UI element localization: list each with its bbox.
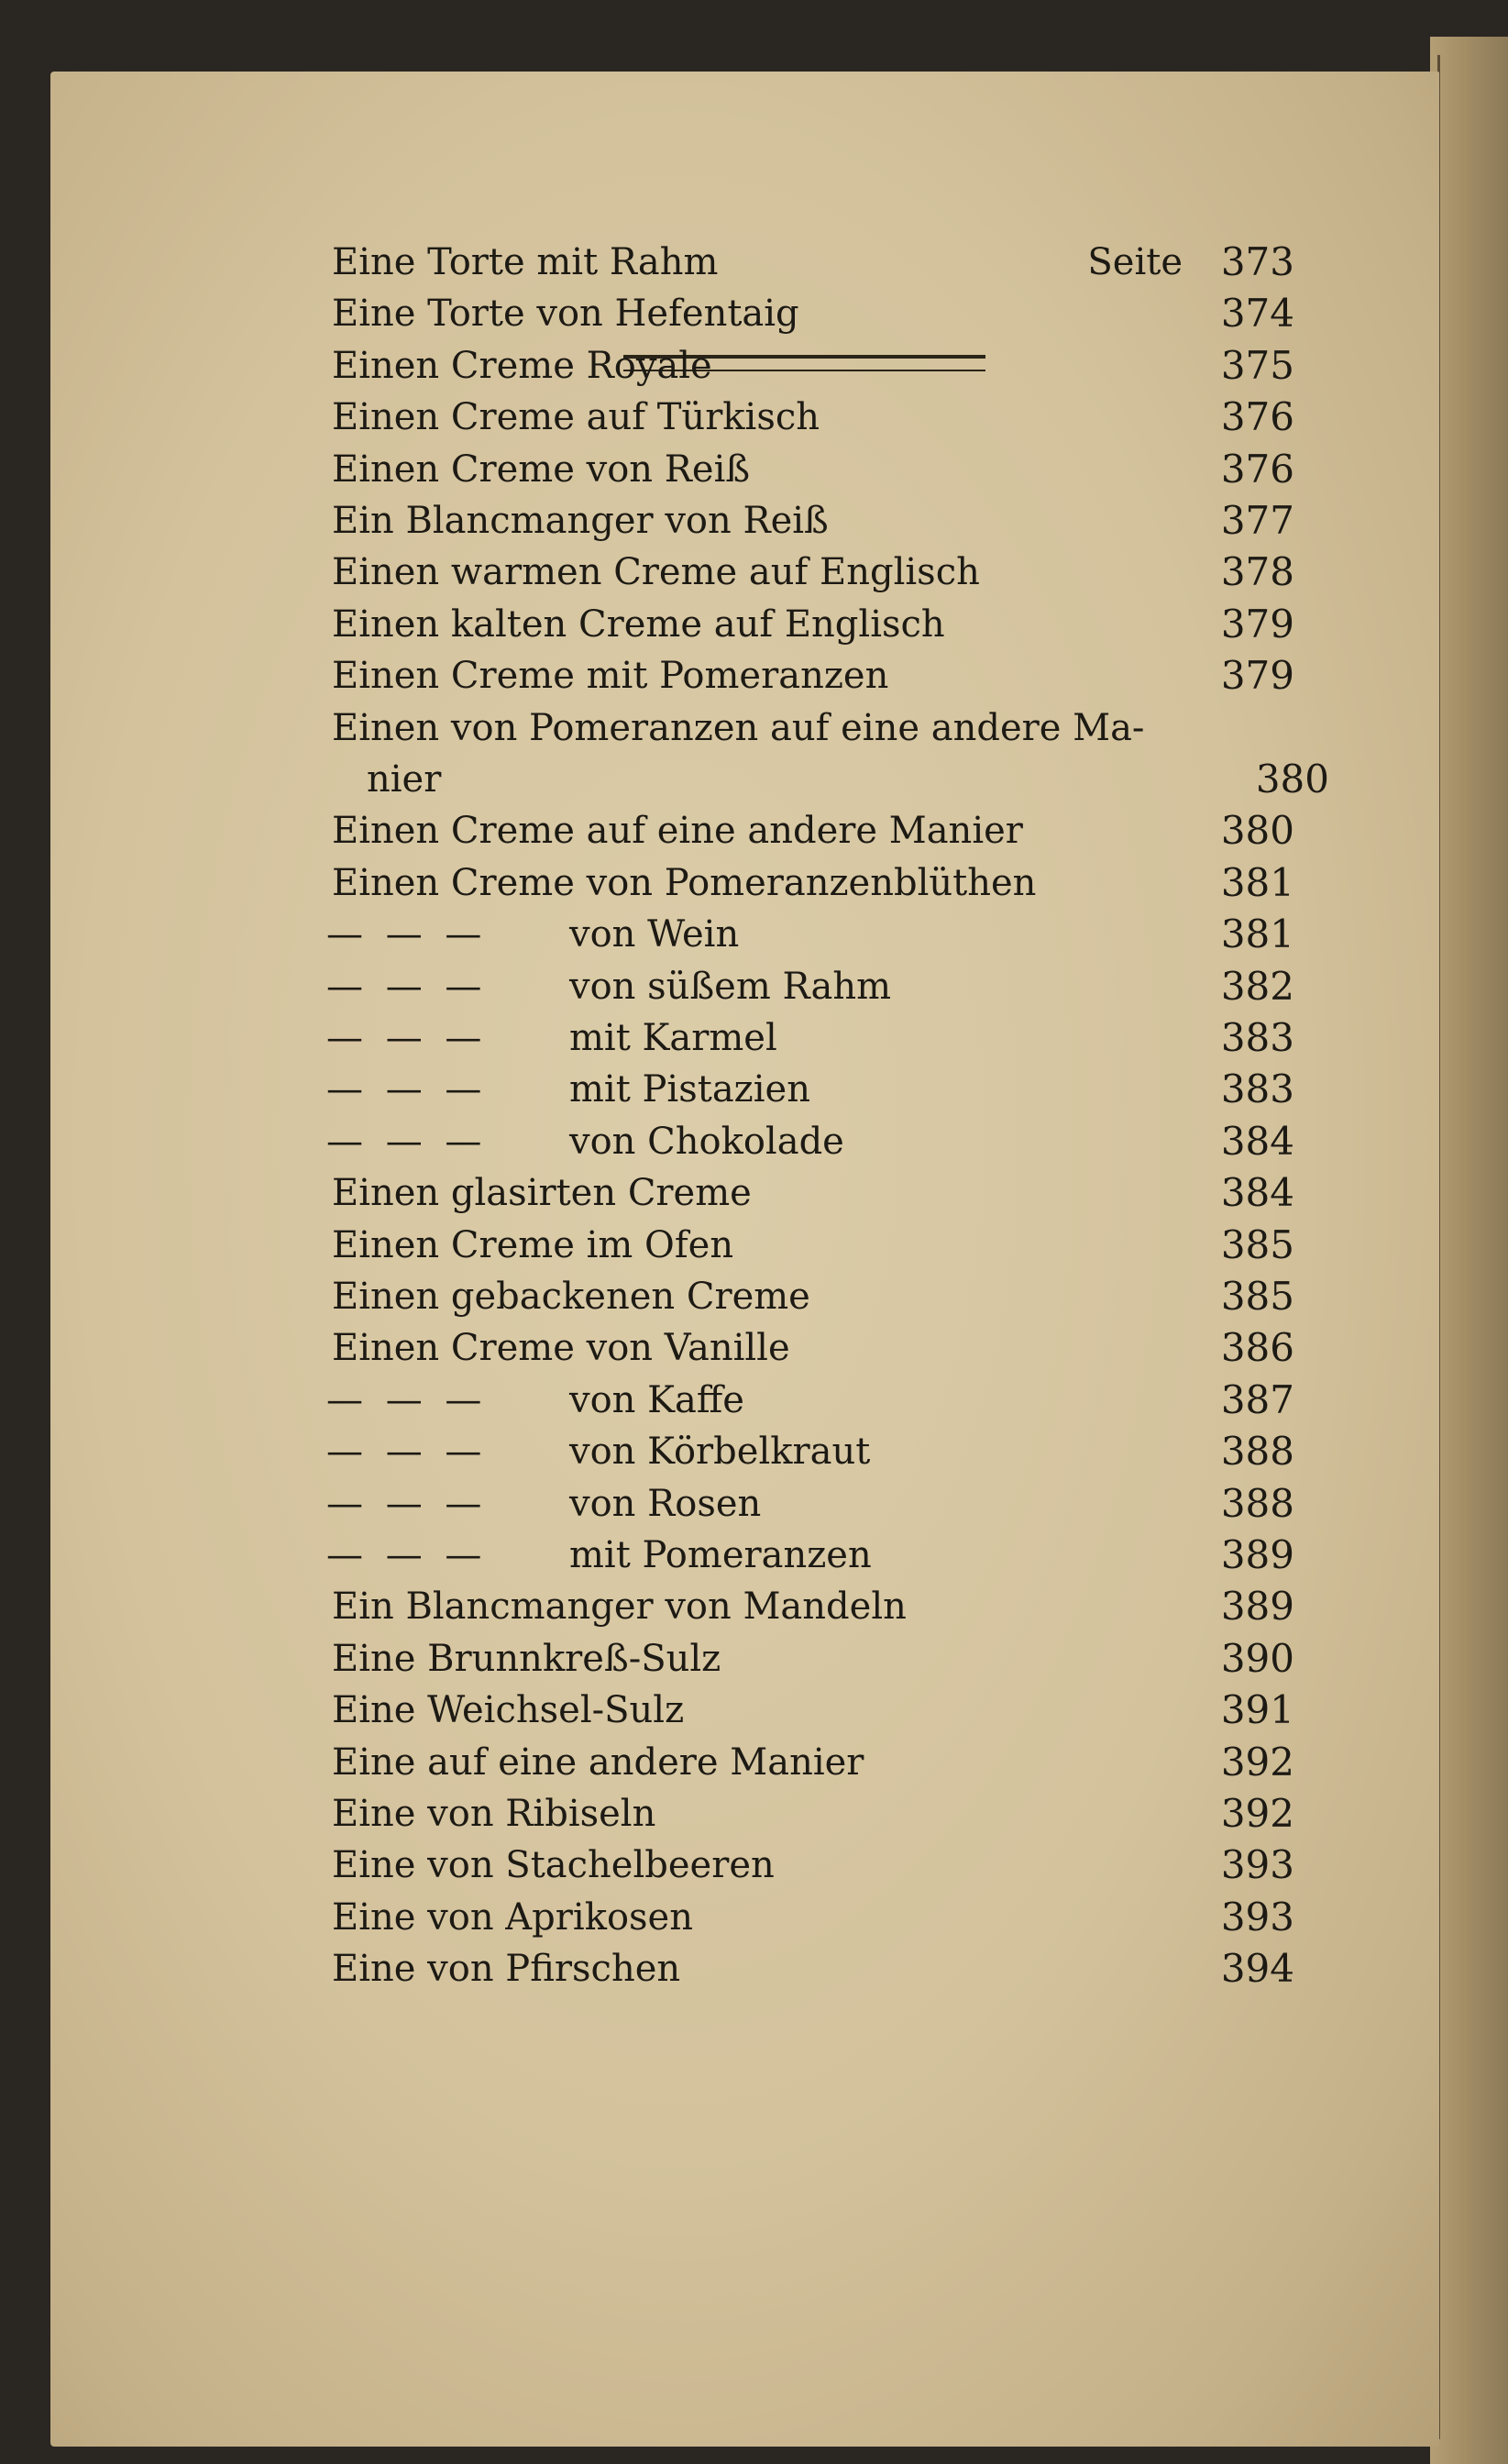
- page-number: 383: [1220, 1066, 1294, 1111]
- page-number: 387: [1220, 1377, 1294, 1422]
- page-number: 392: [1220, 1740, 1294, 1784]
- toc-entry: [332, 288, 1294, 339]
- entry-title: von Chokolade: [569, 1121, 844, 1163]
- ditto-marks: — — —: [326, 1534, 488, 1576]
- toc-entry: [332, 702, 1294, 754]
- toc-entry: [326, 1530, 1294, 1581]
- entry-title: mit Pomeranzen: [569, 1534, 872, 1576]
- ditto-marks: — — —: [326, 1068, 488, 1110]
- toc-entry: [332, 1271, 1294, 1322]
- entry-title: Eine Weichsel-Sulz: [332, 1689, 685, 1731]
- entry-title: Eine Brunnkreß-Sulz: [332, 1638, 721, 1680]
- page-number: 383: [1220, 1015, 1294, 1060]
- toc-entry: [332, 1322, 1294, 1374]
- toc-entry: [332, 444, 1294, 495]
- page-number: 380: [1255, 757, 1329, 801]
- toc-entry: [332, 340, 1294, 392]
- ditto-marks: — — —: [326, 913, 488, 956]
- page-number: 382: [1220, 964, 1294, 1009]
- toc-entry: [332, 1737, 1294, 1788]
- seite-label: Seite: [1087, 241, 1183, 283]
- entry-title: mit Pistazien: [569, 1068, 810, 1110]
- entry-title: Einen glasirten Creme: [332, 1172, 752, 1214]
- entry-title: von Kaffe: [569, 1379, 744, 1421]
- entry-title: Ein Blancmanger von Reiß: [332, 500, 829, 542]
- page-number: 376: [1220, 394, 1294, 439]
- page-number: 384: [1220, 1119, 1294, 1164]
- entry-title: Einen Creme von Reiß: [332, 448, 751, 491]
- page-number: 392: [1220, 1791, 1294, 1836]
- entry-title: Einen warmen Creme auf Englisch: [332, 551, 980, 593]
- entry-title: Eine von Ribiseln: [332, 1793, 656, 1835]
- page-number: 391: [1220, 1687, 1294, 1732]
- entry-title: Eine von Aprikosen: [332, 1896, 693, 1939]
- entry-title: Einen kalten Creme auf Englisch: [332, 603, 945, 646]
- page-number: 389: [1220, 1584, 1294, 1629]
- page-number: 388: [1220, 1429, 1294, 1474]
- toc-entry: [326, 1375, 1294, 1426]
- page-number: 375: [1220, 343, 1294, 388]
- toc-entry: [332, 547, 1294, 598]
- toc-entry: [326, 1012, 1294, 1064]
- entry-title: Einen Creme auf Türkisch: [332, 396, 820, 438]
- toc-entry: [332, 599, 1294, 650]
- entry-title: Einen Creme mit Pomeranzen: [332, 655, 889, 697]
- toc-entry: [332, 495, 1294, 547]
- entry-title: Eine Torte von Hefentaig: [332, 293, 799, 335]
- entry-title: Eine von Pfirschen: [332, 1948, 681, 1990]
- entry-title: Einen Creme von Vanille: [332, 1327, 790, 1369]
- page-number: 384: [1220, 1170, 1294, 1215]
- toc-entry: [332, 1840, 1294, 1891]
- page-number: 379: [1220, 602, 1294, 646]
- entry-title: von Körbelkraut: [569, 1431, 871, 1473]
- page-number: 388: [1220, 1481, 1294, 1526]
- toc-entry: [332, 392, 1294, 443]
- page-number: 376: [1220, 447, 1294, 492]
- page-number: 386: [1220, 1325, 1294, 1370]
- entry-title: Einen von Pomeranzen auf eine andere Ma-: [332, 707, 1145, 749]
- ditto-marks: — — —: [326, 1483, 488, 1525]
- entry-title: von Rosen: [569, 1483, 762, 1525]
- entry-title: mit Karmel: [569, 1017, 777, 1059]
- page-number: 389: [1220, 1532, 1294, 1577]
- toc-entry: [332, 857, 1294, 909]
- ditto-marks: — — —: [326, 1017, 488, 1059]
- ditto-marks: — — —: [326, 1121, 488, 1163]
- toc-entry: [326, 1064, 1294, 1115]
- entry-title: Eine von Stachelbeeren: [332, 1844, 775, 1886]
- toc-entry: [332, 650, 1294, 702]
- entry-title: von Wein: [569, 913, 740, 956]
- entry-title: Einen Creme auf eine andere Manier: [332, 810, 1023, 852]
- entry-title: Einen Creme im Ofen: [332, 1224, 734, 1266]
- page-number: 393: [1220, 1842, 1294, 1887]
- page-number: 380: [1220, 808, 1294, 853]
- entry-title: Einen Creme von Pomeranzenblüthen: [332, 862, 1037, 904]
- page-number: 385: [1220, 1274, 1294, 1319]
- entry-title: Ein Blancmanger von Mandeln: [332, 1586, 907, 1628]
- toc-entry: [332, 1685, 1294, 1736]
- page-number: 379: [1220, 653, 1294, 698]
- ditto-marks: — — —: [326, 1379, 488, 1421]
- page-number: 377: [1220, 498, 1294, 543]
- toc-entry: [326, 1116, 1294, 1167]
- toc-entry: [332, 1943, 1294, 1994]
- entry-title: Eine auf eine andere Manier: [332, 1741, 864, 1784]
- toc-entry: [332, 1788, 1294, 1840]
- toc-entry: [332, 1220, 1294, 1271]
- toc-entry: [326, 961, 1294, 1012]
- entry-title: nier: [367, 758, 442, 801]
- toc-entry: [367, 754, 1329, 805]
- page-number: 385: [1220, 1222, 1294, 1267]
- page-number: 390: [1220, 1636, 1294, 1681]
- entry-title: Einen gebackenen Creme: [332, 1276, 810, 1318]
- page-number: 378: [1220, 549, 1294, 594]
- page-number: 373: [1220, 239, 1294, 284]
- toc-entry: [326, 1478, 1294, 1530]
- toc-entry: [332, 1167, 1294, 1219]
- toc-entry: [332, 805, 1294, 856]
- page-number: 374: [1220, 291, 1294, 336]
- page-number: 381: [1220, 860, 1294, 905]
- toc-entry: [326, 1426, 1294, 1477]
- toc-entry: [332, 1892, 1294, 1943]
- toc-entry: [332, 1581, 1294, 1632]
- page-number: 394: [1220, 1946, 1294, 1991]
- toc-entry: [332, 1633, 1294, 1685]
- ditto-marks: — — —: [326, 966, 488, 1008]
- toc-entry: [332, 237, 1294, 288]
- page-number: 393: [1220, 1895, 1294, 1939]
- entry-title: Eine Torte mit Rahm: [332, 241, 719, 283]
- ditto-marks: — — —: [326, 1431, 488, 1473]
- toc-entry: [326, 909, 1294, 960]
- page-number: 381: [1220, 912, 1294, 956]
- entry-title: Einen Creme Royale: [332, 345, 712, 387]
- entry-title: von süßem Rahm: [569, 966, 892, 1008]
